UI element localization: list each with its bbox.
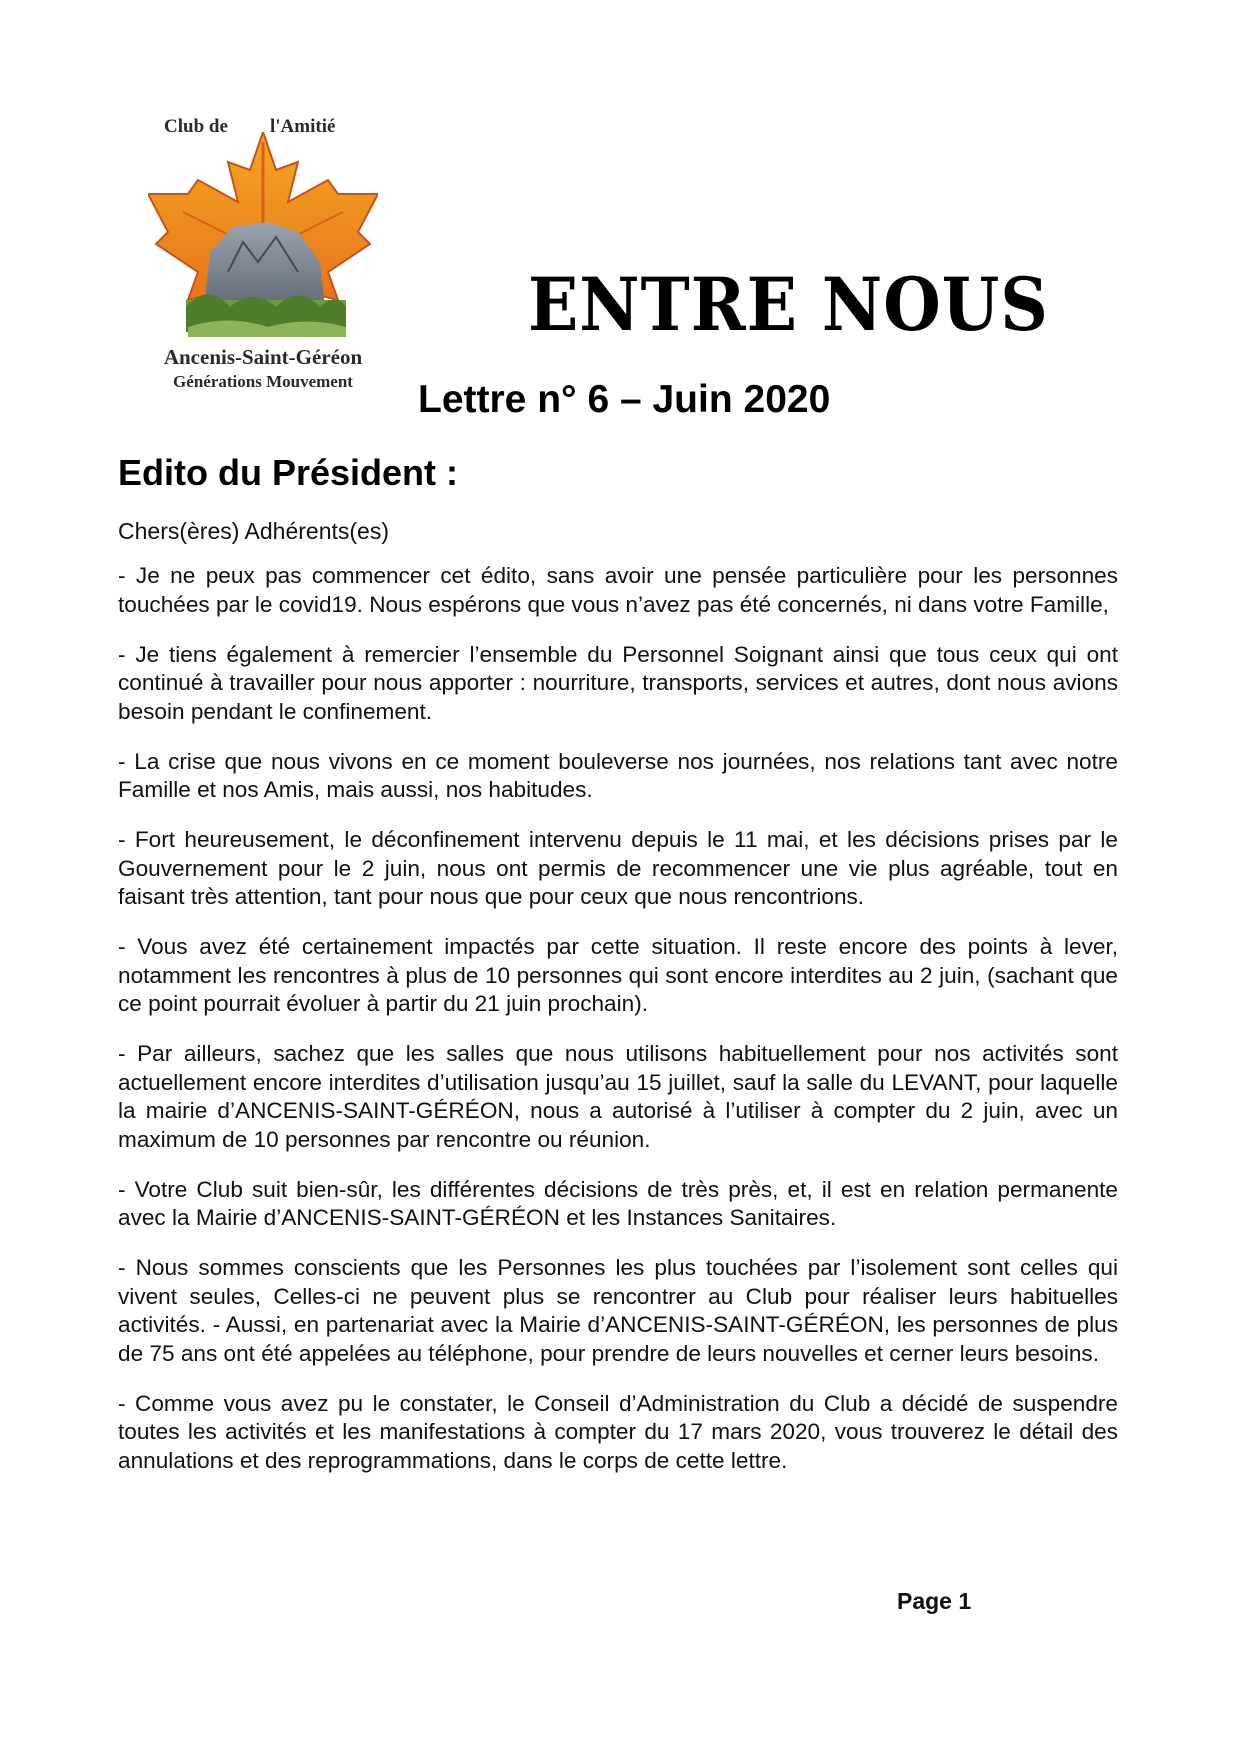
paragraph: - La crise que nous vivons en ce moment bouleverse nos journées, nos relations tant avec notre Famille et nos Amis, mais aussi, nos habitudes. bbox=[118, 748, 1118, 802]
logo-text-club-de: Club de bbox=[164, 116, 228, 137]
page-number: Page 1 bbox=[897, 1588, 972, 1614]
club-logo bbox=[138, 110, 388, 395]
issue-line: Lettre n° 6 – Juin 2020 bbox=[418, 378, 831, 421]
logo-town-name: Ancenis-Saint-Géréon bbox=[163, 345, 363, 369]
paragraph: - Comme vous avez pu le constater, le Conseil d’Administration du Club a décidé de suspendre toutes les activités et les manifestations à compter du 17 mars 2020, vous trouverez le détail des annulations et des reprogrammations, dans le corps de cette lettre. bbox=[118, 1390, 1118, 1473]
newsletter-title: ENTRE NOUS bbox=[528, 262, 1049, 348]
paragraph: - Je ne peux pas commencer cet édito, sans avoir une pensée particulière pour les personnes touchées par le covid19. Nous espérons que vous n’avez pas été concernés, ni dans votre Famille, bbox=[118, 563, 1118, 617]
paragraph: - Fort heureusement, le déconfinement intervenu depuis le 11 mai, et les décisions prises par le Gouvernement pour le 2 juin, nous ont permis de recommencer une vie plus agréable, tout en faisant très attention, tant pour nous que pour ceux que nous rencontrions. bbox=[118, 827, 1118, 909]
logo-text-amitie: l'Amitié bbox=[270, 116, 336, 137]
paragraph: - Vous avez été certainement impactés par cette situation. Il reste encore des points à lever, notamment les rencontres à plus de 10 personnes qui sont encore interdites au 2 juin, (sachant que ce point pourrait évoluer à partir du 21 juin prochain). bbox=[118, 934, 1118, 1016]
paragraph: - Nous sommes conscients que les Personnes les plus touchées par l’isolement sont celles qui vivent seules, Celles-ci ne peuvent plus se rencontrer au Club pour réaliser leurs habituelles activités. - Aussi, en partenariat avec la Mairie d’ANCENIS-SAINT-GÉRÉON, les personnes de plus de 75 ans ont été appelées au téléphone, pour prendre de leurs nouvelles et cerner leurs besoins. bbox=[118, 1255, 1118, 1366]
paragraph: - Votre Club suit bien-sûr, les différentes décisions de très près, et, il est en relation permanente avec la Mairie d’ANCENIS-SAINT-GÉRÉON et les Instances Sanitaires. bbox=[118, 1176, 1118, 1230]
greeting: Chers(ères) Adhérents(es) bbox=[118, 518, 389, 544]
section-heading: Edito du Président : bbox=[118, 452, 459, 493]
paragraph: - Je tiens également à remercier l’ensemble du Personnel Soignant ainsi que tous ceux qui ont continué à travailler pour nous apporter : nourriture, transports, services et autres, dont nous avions besoin pendant le confinement. bbox=[118, 641, 1118, 724]
editorial-body bbox=[118, 562, 1118, 1497]
maple-leaf-emblem-icon bbox=[148, 132, 378, 342]
logo-subtitle: Générations Mouvement bbox=[173, 372, 353, 391]
paragraph: - Par ailleurs, sachez que les salles que nous utilisons habituellement pour nos activités sont actuellement encore interdites d’utilisation jusqu’au 15 juillet, sauf la salle du LEVANT, pour laquelle la mairie d’ANCENIS-SAINT-GÉRÉON, nous a autorisé à l’utiliser à compter du 2 juin, avec un maximum de 10 personnes par rencontre ou réunion. bbox=[118, 1041, 1118, 1152]
